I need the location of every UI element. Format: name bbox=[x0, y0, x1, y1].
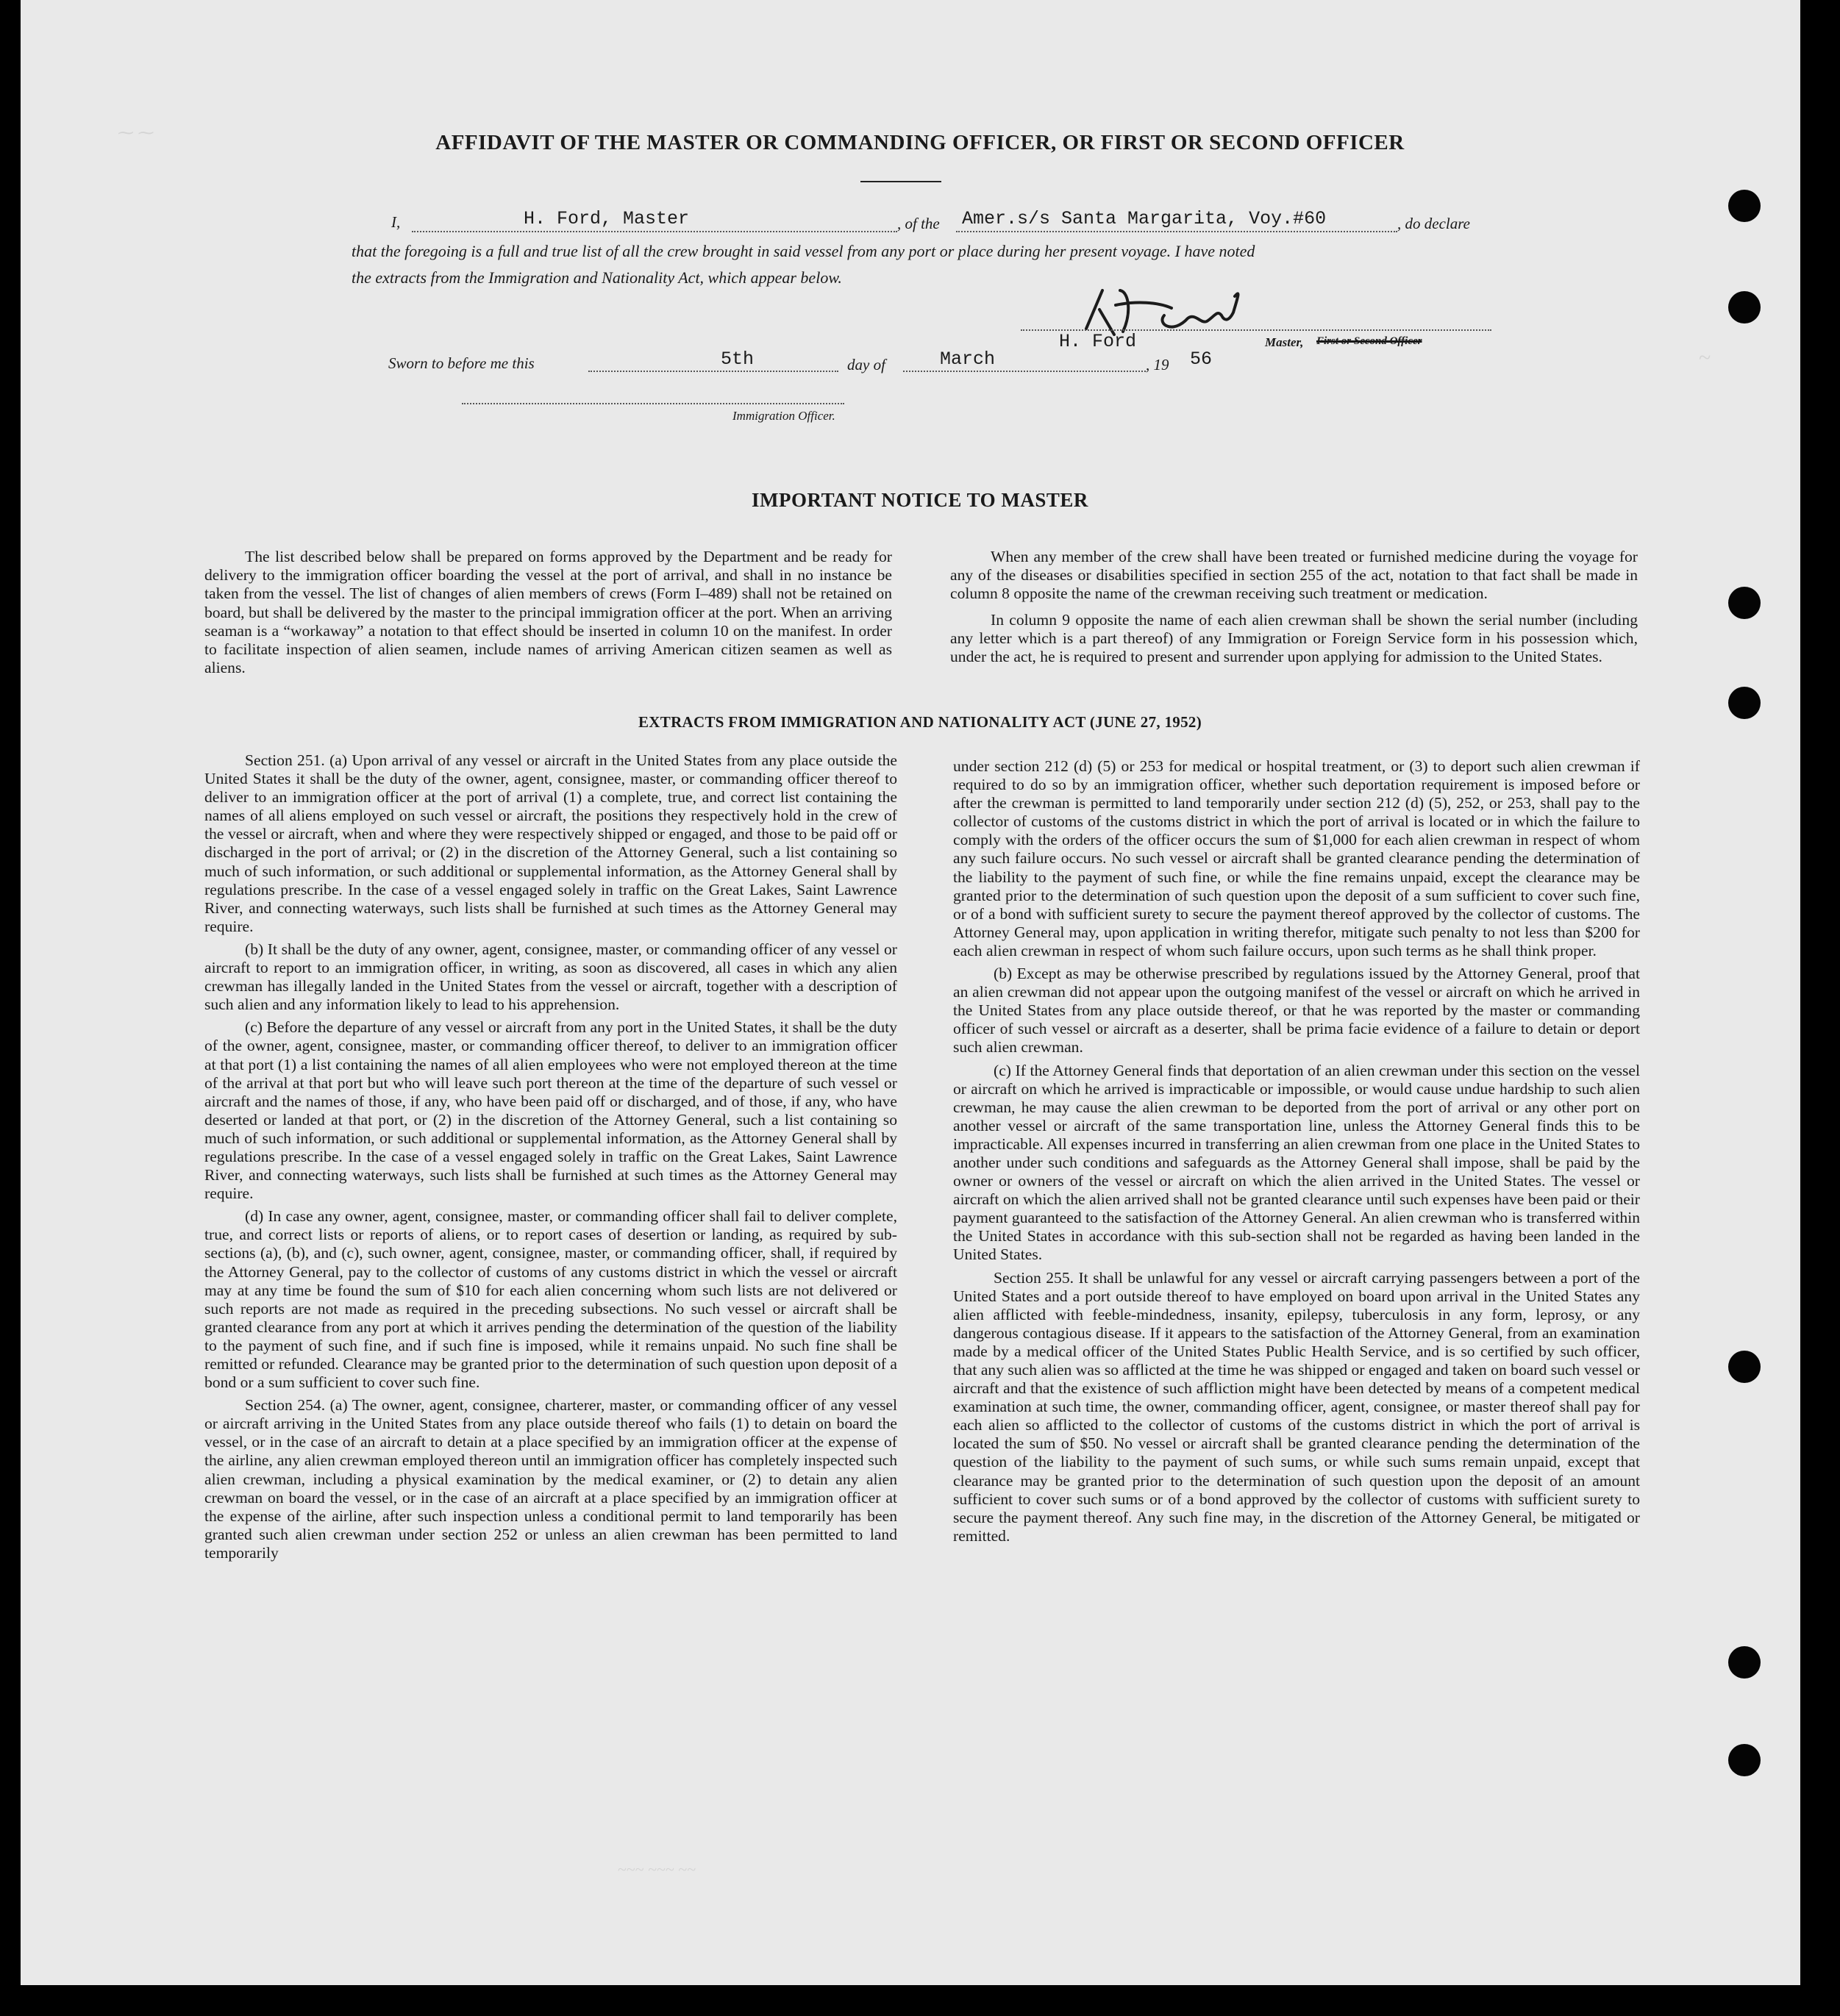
bleed-through-mark: ~~~ ~~~ ~~ bbox=[618, 1860, 696, 1879]
vessel-dotted-line bbox=[956, 231, 1397, 232]
notice-paragraph: When any member of the crew shall have been treated or furnished medicine during the voyage for any of the diseases or disabilities specified in section 255 of the act, notation to that fact shall be made in column 8 opposite the name of the crewman receiving such treatment or medication. bbox=[950, 548, 1638, 603]
day-of-label: day of bbox=[847, 356, 885, 373]
affidavit-statement-line-2: that the foregoing is a full and true list of all the crew brought in said vessel from any port or place during her present voyage. I have noted bbox=[352, 242, 1255, 260]
punch-hole bbox=[1728, 1744, 1761, 1776]
extract-paragraph: (b) It shall be the duty of any owner, agent, consignee, master, or commanding officer of any vessel or aircraft to report to an immigration officer, in writing, as soon as discovered, all cases in which any alien crewman has illegally landed in the United States from the vessel or aircraft, together with a description of such alien and any information likely to lead to his apprehension. bbox=[204, 940, 897, 1014]
affidavit-statement-line-3: the extracts from the Immigration and Nationality Act, which appear below. bbox=[352, 268, 842, 287]
master-name-typed: H. Ford, Master bbox=[524, 208, 690, 229]
extract-paragraph: (d) In case any owner, agent, consignee, master, or commanding officer shall fail to deliver complete, true, and correct lists or reports of aliens, or to report cases of desertion or landing, as required by sub-sections (a), (b), and (c), such owner, agent, consignee, master, or commanding officer, shall, if required by the Attorney General, pay to the collector of customs of any customs district in which the vessel or aircraft may at any time be found the sum of $10 for each alien concerning whom such lists are not delivered or such reports are not made as required in the preceding subsections. No such vessel or aircraft shall be granted clearance from any port at which it arrives pending the determination of the question of the liability to the payment of such fine, and if such fine is imposed, while it remains unpaid. No such fine shall be remitted or refunded. Clearance may be granted prior to the determination of such question upon deposit of a bond or a sum sufficient to cover such fine. bbox=[204, 1207, 897, 1392]
bleed-through-mark: ~ bbox=[1699, 346, 1711, 370]
punch-hole bbox=[1728, 587, 1761, 619]
title-divider bbox=[860, 181, 941, 182]
document-title: AFFIDAVIT OF THE MASTER OR COMMANDING OFFICER, OR FIRST OR SECOND OFFICER bbox=[435, 131, 1405, 154]
do-declare-label: , do declare bbox=[1397, 215, 1470, 232]
punch-hole bbox=[1728, 1646, 1761, 1679]
notice-paragraph: In column 9 opposite the name of each alien crewman shall be shown the serial number (including any letter which is a part thereof) of any Immigration or Foreign Service form in his possession which, under the act, he is required to present and surrender upon applying for admission to the United States. bbox=[950, 610, 1638, 666]
immigration-officer-label: Immigration Officer. bbox=[732, 409, 835, 423]
master-label: Master, bbox=[1265, 335, 1304, 349]
month-dotted-line bbox=[903, 371, 1146, 372]
punch-hole bbox=[1728, 1351, 1761, 1383]
sworn-label: Sworn to before me this bbox=[388, 354, 535, 372]
extract-paragraph: Section 254. (a) The owner, agent, consignee, charterer, master, or commanding officer of any vessel or aircraft arriving in the United States from any place outside thereof who fails (1) to detain on board the vessel, or in the case of an aircraft to detain at a place specified by an immigration officer at the expense of the airline, any alien crewman employed thereon until an immigration officer has completely inspected such alien crewman, including a physical examination by the medical examiner, or (2) to detain any alien crewman on board the vessel, or in the case of an aircraft at a place specified by an immigration officer at the expense of the airline, after such inspection unless a conditional permit to land temporarily has been granted such alien crewman under section 252 or unless an alien crewman has been permitted to land temporarily bbox=[204, 1396, 897, 1562]
year-prefix-label: , 19 bbox=[1146, 356, 1169, 373]
notice-left-column bbox=[204, 548, 892, 677]
vessel-name-typed: Amer.s/s Santa Margarita, Voy.#60 bbox=[962, 208, 1327, 229]
extract-paragraph: Section 251. (a) Upon arrival of any vessel or aircraft in the United States from any place outside the United States it shall be the duty of the owner, agent, consignee, master, or commanding officer thereof to deliver to an immigration officer at the port of arrival (1) a complete, true, and correct list containing the names of all aliens employed on such vessel or aircraft, the positions they respectively hold in the crew of the vessel or aircraft, when and where they were respectively shipped or engaged, and those to be paid off or discharged in the port of arrival; or (2) in the discretion of the Attorney General, such a list containing so much of such information, or such additional or supplemental information, as the Attorney General shall by regulations prescribe. In the case of a vessel engaged solely in traffic on the Great Lakes, Saint Lawrence River, and connecting waterways, such lists shall be furnished at such times as the Attorney General may require. bbox=[204, 751, 897, 935]
day-dotted-line bbox=[588, 371, 838, 372]
extract-paragraph: (c) Before the departure of any vessel or aircraft from any port in the United States, it shall be the duty of the owner, agent, consignee, master, or commanding officer thereof, to deliver to an immigration officer at that port (1) a list containing the names of all alien employees who were not employed thereon at the time of the arrival at that port but who will leave such port thereon at the time of the departure of such vessel or aircraft and the names of those, if any, who have been paid off or discharged, and of those, if any, who have deserted or landed at that port, or (2) in the discretion of the Attorney General, such a list containing so much of such information, or such additional or supplemental information, as the Attorney General shall by regulations prescribe. In the case of a vessel engaged solely in traffic on the Great Lakes, Saint Lawrence River, and connecting waterways, such lists shall be furnished at such times as the Attorney General may require. bbox=[204, 1018, 897, 1203]
bleed-through-mark: ⁓ ⁓ bbox=[118, 124, 154, 142]
affidavit-i-label: I, bbox=[391, 213, 401, 231]
name-dotted-line bbox=[412, 231, 897, 232]
punch-hole bbox=[1728, 190, 1761, 222]
sworn-day-typed: 5th bbox=[721, 348, 755, 370]
notice-right-column bbox=[950, 548, 1638, 666]
extract-paragraph: Section 255. It shall be unlawful for any vessel or aircraft carrying passengers between a port of the United States and a port outside thereof to have employed on board upon arrival in the United States any alien afflicted with feeble-mindedness, insanity, epilepsy, tuberculosis in any form, leprosy, or any dangerous contagious disease. If it appears to the satisfaction of the Attorney General, from an examination made by a medical officer of the United States Public Health Service, and is so certified by such officer, that any such alien was so afflicted at the time he was shipped or engaged and taken on board such vessel or aircraft and that the existence of such affliction might have been detected by means of a competent medical examination at such time, the owner, commanding officer, agent, consignee, or master thereof shall pay for each alien so afflicted to the collector of customs of the customs district in which the port of arrival is located the sum of $50. No vessel or aircraft shall be granted clearance pending the determination of the question of the liability to the payment of such sums, or while such sums remain unpaid, except that clearance may be granted prior to the determination of such question upon the deposit of an amount sufficient to cover such sums or of a bond approved by the collector of customs with sufficient surety to secure the payment thereof. Any such fine may, in the discretion of the Attorney General, be mitigated or remitted. bbox=[953, 1268, 1640, 1545]
notice-paragraph: The list described below shall be prepared on forms approved by the Department and be ready for delivery to the immigration officer boarding the vessel at the port of arrival, and shall in no instance be taken from the vessel. The list of changes of alien members of crews (Form I–489) shall not be retained on board, but shall be delivered by the master to the principal immigration officer at the port. When an arriving seaman is a “workaway” a notation to that effect should be inserted in column 10 on the manifest. In order to facilitate inspection of alien seamen, include names of arriving American citizen seamen as well as aliens. bbox=[204, 548, 892, 677]
extract-paragraph: (b) Except as may be otherwise prescribed by regulations issued by the Attorney General, proof that an alien crewman did not appear upon the outgoing manifest of the vessel or aircraft on which he arrived in the United States from any place outside thereof, or that he was reported by the master or commanding officer of such vessel or aircraft as a deserter, shall be prima facie evidence of a failure to detain or deport such alien crewman. bbox=[953, 965, 1640, 1057]
extracts-title: EXTRACTS FROM IMMIGRATION AND NATIONALITY ACT (JUNE 27, 1952) bbox=[638, 713, 1202, 731]
extracts-left-column bbox=[204, 751, 897, 1562]
punch-hole bbox=[1728, 291, 1761, 324]
notice-title: IMPORTANT NOTICE TO MASTER bbox=[752, 489, 1088, 511]
sworn-year-typed: 56 bbox=[1190, 348, 1213, 370]
extract-paragraph: (c) If the Attorney General finds that deportation of an alien crewman under this section on the vessel or aircraft on which he arrived is impracticable or impossible, or would cause undue hardship to such alien crewman, he may cause the alien crewman to be deported from the port of arrival or any other port on another vessel or aircraft of the same transportation line, unless the Attorney General finds this to be impracticable. All expenses incurred in transferring an alien crewman from one place in the United States to another under such conditions and safeguards as the Attorney General shall impose, shall be paid by the owner or owners of the vessel or aircraft on which the alien arrived in the United States. The vessel or aircraft on which the alien arrived shall not be granted clearance until such expenses have been paid or their payment guaranteed to the satisfaction of the Attorney General. An alien crewman who is transferred within the United States in accordance with this sub-section shall not be regarded as having been landed in the United States. bbox=[953, 1061, 1640, 1264]
sworn-month-typed: March bbox=[940, 348, 996, 370]
struck-officer-label: First or Second Officer bbox=[1316, 335, 1422, 347]
of-the-label: , of the bbox=[897, 215, 940, 232]
immigration-officer-dotted-line bbox=[462, 403, 844, 404]
signature-name-typed: H. Ford bbox=[1059, 331, 1137, 352]
extracts-right-column bbox=[953, 757, 1640, 1545]
extract-paragraph: under section 212 (d) (5) or 253 for medical or hospital treatment, or (3) to deport such alien crewman if required to do so by an immigration officer, whether such deportation requirement is imposed before or after the crewman is permitted to land temporarily under section 212 (d) (5), 252, or 253, shall pay to the collector of customs of the customs district in which the port of arrival is located or in which the failure to comply with the orders of the officer occurs the sum of $1,000 for each alien crewman in respect of whom any such failure occurs. No such vessel or aircraft shall be granted clearance pending the determination of the liability to the payment of such fine, or while the fine remains unpaid, except the clearance may be granted prior to the determination of such question upon the deposit of a sum sufficient to cover such fine, or of a bond with sufficient surety to secure the payment thereof approved by the collector of customs. The Attorney General may, upon application in writing therefor, mitigate such penalty to not less than $200 for each alien crewman in respect of whom such failure occurs, upon such terms as he shall think proper. bbox=[953, 757, 1640, 959]
